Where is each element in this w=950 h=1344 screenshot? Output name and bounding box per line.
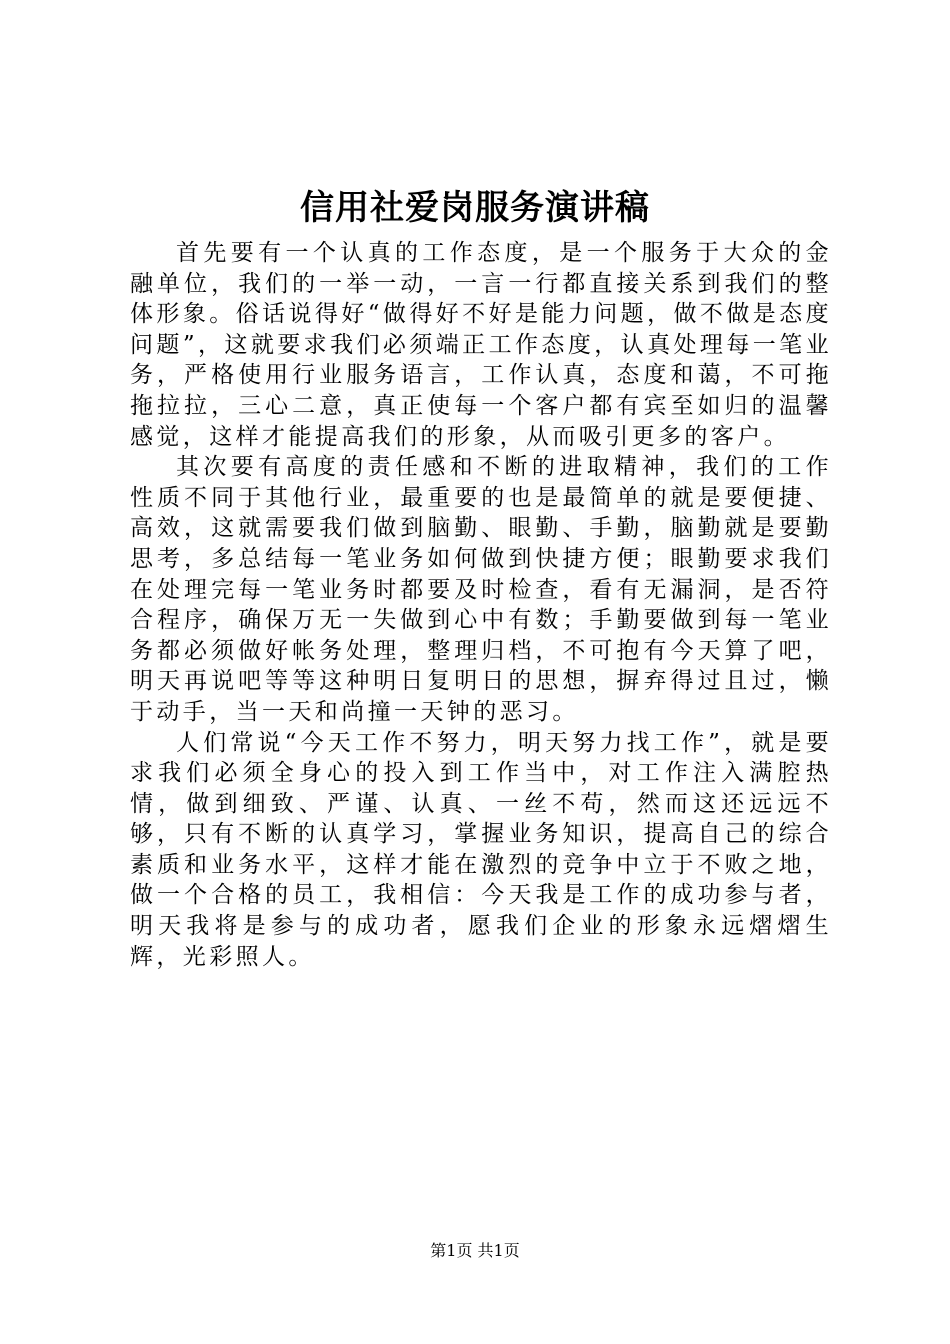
document-title: 信用社爱岗服务演讲稿 [300, 188, 650, 228]
paragraph-2: 其次要有高度的责任感和不断的进取精神，我们的工作性质不同于其他行业，最重要的也是最简单的就是要便捷、高效，这就需要我们做到脑勤、眼勤、手勤，脑勤就是要勤思考，多总结每一笔业务如何做到快捷方便；眼勤要求我们在处理完每一笔业务时都要及时检查，看有无漏洞，是否符合程序，确保万无一失做到心中有数；手勤要做到每一笔业务都必须做好帐务处理，整理归档，不可抱有今天算了吧，明天再说吧等等这种明日复明日的思想，摒弃得过且过，懒于动手，当一天和尚撞一天钟的恶习。 [130, 454, 832, 725]
document-body [130, 238, 832, 972]
page-footer: 第1页 共1页 [430, 1241, 520, 1260]
paragraph-3: 人们常说“今天工作不努力，明天努力找工作”，就是要求我们必须全身心的投入到工作当中，对工作注入满腔热情，做到细致、严谨、认真、一丝不苟，然而这还远远不够，只有不断的认真学习，掌握业务知识，提高自己的综合素质和业务水平，这样才能在激烈的竞争中立于不败之地，做一个合格的员工，我相信：今天我是工作的成功参与者，明天我将是参与的成功者，愿我们企业的形象永远熠熠生辉，光彩照人。 [130, 729, 832, 970]
paragraph-1: 首先要有一个认真的工作态度，是一个服务于大众的金融单位，我们的一举一动，一言一行都直接关系到我们的整体形象。俗话说得好“做得好不好是能力问题，做不做是态度问题”，这就要求我们必须端正工作态度，认真处理每一笔业务，严格使用行业服务语言，工作认真，态度和蔼，不可拖拖拉拉，三心二意，真正使每一个客户都有宾至如归的温馨感觉，这样才能提高我们的形象，从而吸引更多的客户。 [130, 240, 832, 450]
